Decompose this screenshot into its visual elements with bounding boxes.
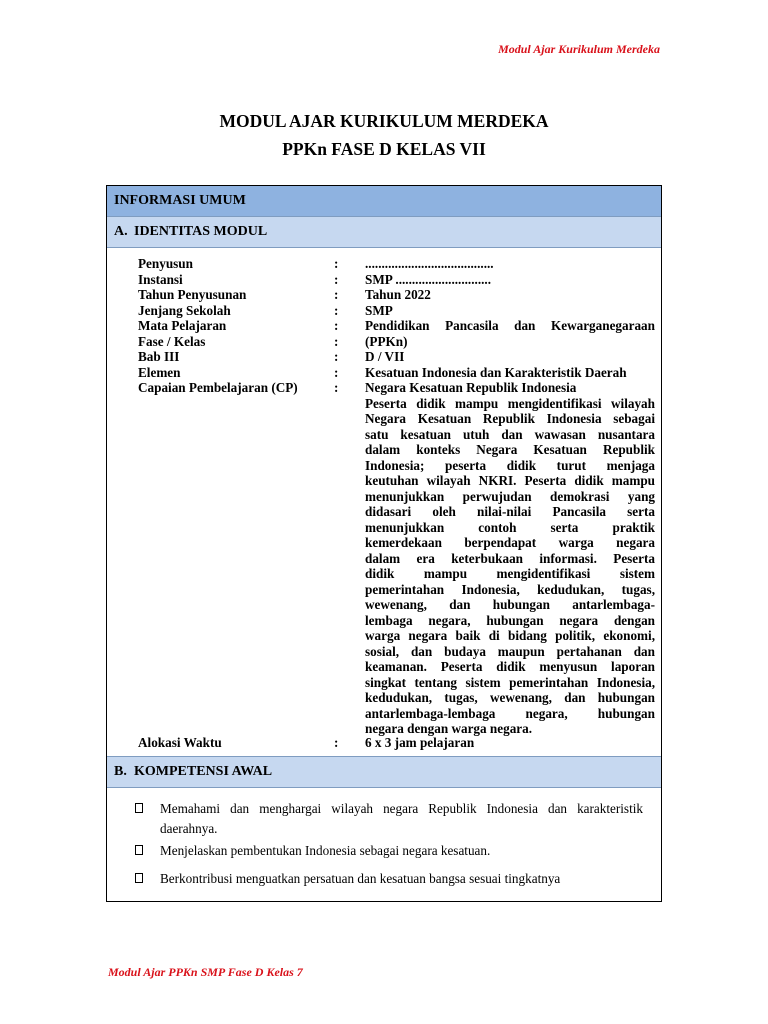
tahun-value: Tahun 2022 — [365, 287, 431, 302]
cp-line: lembaga negara, hubungan negara dengan — [365, 612, 655, 628]
instansi-label: Instansi — [138, 271, 183, 287]
jenjang-value: SMP — [365, 302, 393, 318]
separator: : — [334, 271, 339, 287]
separator: : — [334, 333, 339, 349]
section-general-label: INFORMASI UMUM — [114, 193, 246, 208]
cp-line: dalam konteks Negara Kesatuan Republik — [365, 442, 655, 457]
cp-line: Negara Kesatuan Republik Indonesia sebagai — [365, 411, 655, 426]
bullet-box-icon — [135, 873, 143, 883]
cp-line: keamanan. Peserta didik menyusun laporan — [365, 659, 655, 674]
cp-line: pemerintahan Indonesia, kedudukan, tugas, — [365, 581, 655, 597]
competence-section — [107, 788, 661, 901]
cp-line: singkat tentang sistem pemerintahan Indonesia, — [365, 674, 655, 690]
bab-label: Bab III — [138, 349, 180, 364]
cp-description — [365, 396, 655, 737]
section-b-label: KOMPETENSI AWAL — [134, 764, 273, 779]
cp-line: kedudukan, tugas, wewenang, dan hubungan — [365, 690, 655, 705]
separator: : — [334, 256, 339, 271]
section-b-header — [107, 757, 661, 788]
separator: : — [334, 364, 339, 380]
document-title: MODUL AJAR KURIKULUM MERDEKA — [219, 111, 549, 131]
mapel-value-continued: (PPKn) — [365, 333, 408, 349]
competence-item — [135, 869, 643, 889]
cp-line: Indonesia; peserta didik turut menjaga — [365, 457, 655, 473]
alokasi-label: Alokasi Waktu — [138, 735, 222, 750]
section-a-header — [107, 217, 661, 248]
bab-value: D / VII — [365, 349, 405, 364]
cp-line: warga negara baik di bidang politik, ekonomi, — [365, 628, 655, 643]
jenjang-label: Jenjang Sekolah — [138, 302, 231, 318]
fase-label: Fase / Kelas — [138, 333, 206, 349]
identity-section — [107, 248, 661, 757]
separator: : — [334, 735, 339, 750]
module-info-table — [106, 185, 662, 902]
cp-line: menunjukkan contoh serta praktik — [365, 519, 655, 535]
section-b-letter: B. — [114, 764, 127, 779]
competence-item — [135, 799, 643, 839]
competence-text: Menjelaskan pembentukan Indonesia sebagai negara kesatuan. — [160, 843, 491, 858]
penyusun-label: Penyusun — [138, 256, 193, 271]
document-subtitle: PPKn FASE D KELAS VII — [282, 139, 486, 159]
separator: : — [334, 287, 339, 302]
section-a-letter: A. — [114, 224, 128, 239]
cp-line: negara dengan warga negara. — [365, 721, 533, 736]
separator: : — [334, 349, 339, 364]
separator: : — [334, 318, 339, 333]
cp-title: Negara Kesatuan Republik Indonesia — [365, 380, 577, 395]
cp-value — [365, 380, 655, 737]
separator: : — [334, 302, 339, 318]
mapel-value: Pendidikan Pancasila dan Kewarganegaraan — [365, 318, 655, 333]
cp-line: didik mampu mengidentifikasi sistem — [365, 566, 655, 581]
cp-line: keutuhan wilayah NKRI. Peserta didik mampu — [365, 473, 655, 488]
elemen-value: Kesatuan Indonesia dan Karakteristik Daerah — [365, 364, 627, 380]
instansi-value: SMP ............................. — [365, 271, 492, 287]
competence-text: Memahami dan menghargai wilayah negara Republik Indonesia dan karakteristik daerahnya. — [160, 801, 643, 836]
competence-text: Berkontribusi menguatkan persatuan dan kesatuan bangsa sesuai tingkatnya — [160, 871, 561, 886]
separator: : — [334, 380, 339, 395]
mapel-label: Mata Pelajaran — [138, 318, 227, 333]
elemen-label: Elemen — [138, 364, 181, 380]
section-general-header — [107, 186, 661, 217]
cp-line: didasari oleh nilai-nilai Pancasila serta — [365, 504, 655, 519]
cp-line: satu kesatuan utuh dan wawasan nusantara — [365, 426, 655, 442]
cp-line: menunjukkan perwujudan demokrasi yang — [365, 488, 655, 504]
bullet-box-icon — [135, 845, 143, 855]
competence-item — [135, 841, 643, 861]
penyusun-value: ....................................... — [365, 256, 494, 271]
cp-line: Peserta didik mampu mengidentifikasi wilayah — [365, 395, 655, 411]
cp-line: sosial, dan budaya maupun pertahanan dan — [365, 643, 655, 659]
alokasi-value: 6 x 3 jam pelajaran — [365, 735, 475, 750]
header-note: Modul Ajar Kurikulum Merdeka — [498, 42, 660, 56]
cp-line: dalam era keterbukaan informasi. Peserta — [365, 550, 655, 566]
cp-line: wewenang, dan hubungan antarlembaga- — [365, 597, 655, 612]
bullet-box-icon — [135, 803, 143, 813]
tahun-label: Tahun Penyusunan — [138, 287, 247, 302]
section-a-label: IDENTITAS MODUL — [134, 224, 268, 239]
cp-line: antarlembaga-lembaga negara, hubungan — [365, 705, 655, 721]
footer-note: Modul Ajar PPKn SMP Fase D Kelas 7 — [108, 965, 303, 979]
cp-label: Capaian Pembelajaran (CP) — [138, 380, 298, 395]
cp-line: kemerdekaan berpendapat warga negara — [365, 535, 655, 550]
